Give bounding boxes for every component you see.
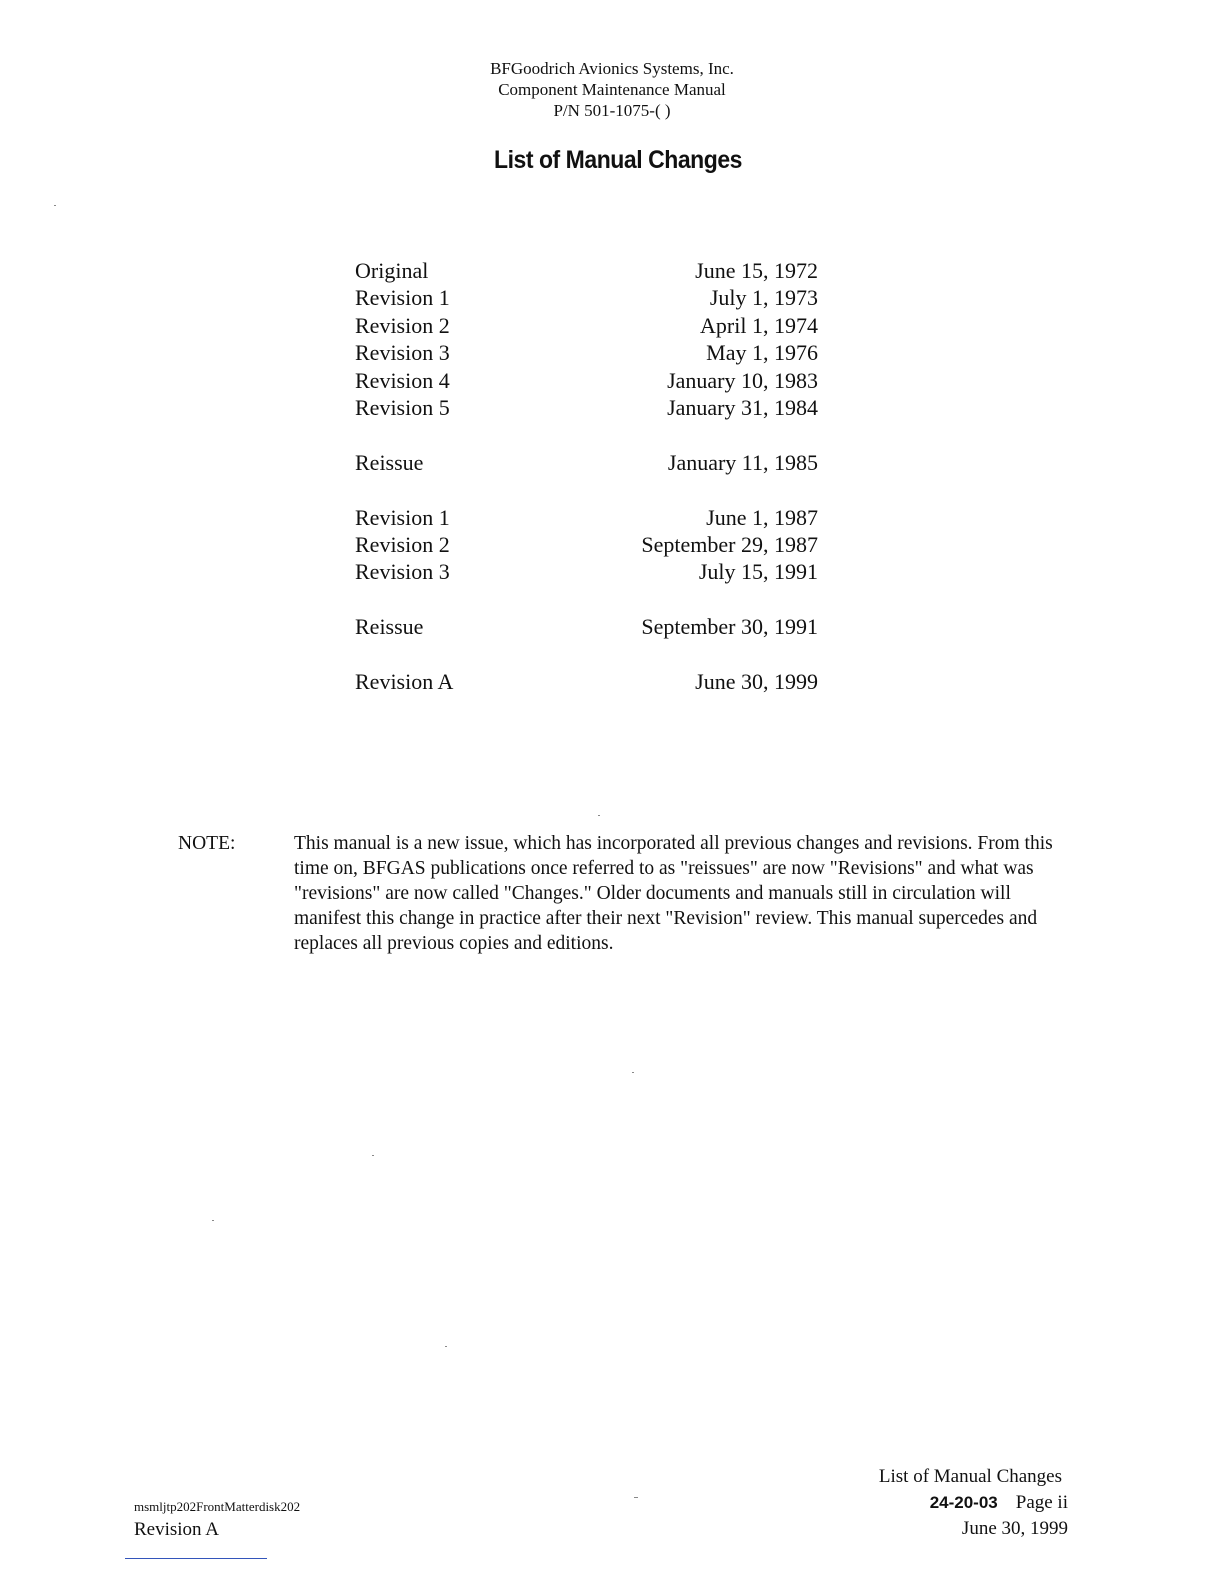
change-date: January 31, 1984 (667, 394, 818, 420)
footer-file-name: msmljtp202FrontMatterdisk202 (134, 1499, 301, 1514)
note-label: NOTE: (178, 833, 236, 854)
change-label: Revision 2 (355, 312, 450, 338)
change-date: July 15, 1991 (698, 559, 818, 585)
change-date: January 10, 1983 (667, 367, 818, 393)
change-date: June 15, 1972 (695, 258, 818, 283)
footer-left (134, 1498, 300, 1544)
scan-speck (212, 1220, 214, 1221)
change-label: Revision 3 (355, 340, 450, 366)
company-name: BFGoodrich Avionics Systems, Inc. (490, 59, 734, 78)
footer-revision: Revision A (134, 1519, 219, 1540)
change-label: Revision 5 (355, 394, 450, 420)
footer-document-number: 24-20-03 (929, 1493, 998, 1512)
footer-divider (125, 1558, 267, 1559)
change-row (355, 257, 818, 284)
change-row (355, 339, 818, 366)
scan-speck (445, 1346, 447, 1347)
change-label: Revision 4 (355, 367, 450, 393)
change-label: Reissue (355, 614, 424, 640)
footer-date: June 30, 1999 (961, 1518, 1068, 1539)
footer-right (879, 1464, 1068, 1542)
page-title: List of Manual Changes (493, 146, 743, 174)
footer-page-number: Page ii (1015, 1492, 1068, 1513)
manual-name: Component Maintenance Manual (498, 80, 726, 99)
footer-id-line (879, 1490, 1068, 1516)
change-label: Revision A (355, 668, 454, 694)
change-date: September 30, 1991 (641, 614, 818, 640)
changes-list (355, 257, 818, 695)
change-date: September 29, 1987 (641, 531, 818, 557)
change-row (355, 367, 818, 394)
part-number: P/N 501-1075-( ) (553, 101, 671, 120)
change-label: Reissue (355, 449, 424, 475)
change-label: Revision 2 (355, 531, 450, 557)
change-row (355, 504, 818, 531)
change-row (355, 284, 818, 311)
change-date: May 1, 1976 (706, 340, 818, 366)
change-label: Revision 3 (355, 559, 450, 585)
scan-speck (634, 1497, 638, 1498)
change-row (355, 668, 818, 695)
change-date: June 1, 1987 (706, 504, 818, 530)
change-row (355, 312, 818, 339)
change-label: Revision 1 (355, 504, 450, 530)
document-header (0, 58, 1224, 121)
change-label: Revision 1 (355, 285, 450, 311)
scan-speck (54, 205, 56, 206)
scan-speck (632, 1072, 634, 1073)
change-date: July 1, 1973 (709, 285, 818, 311)
change-date: June 30, 1999 (695, 668, 818, 694)
note-text: This manual is a new issue, which has incorporated all previous changes and revisions. From this time on, BFGAS publications once referred to as "reissues" are now "Revisions" and what was "revisions" are now called "Changes." Older documents and manuals still in circulation will manifest this change in practice after their next "Revision" review. This manual supercedes and replaces all previous copies and editions. (294, 833, 1053, 954)
change-row (355, 394, 818, 421)
scan-speck (372, 1155, 374, 1156)
change-date: April 1, 1974 (700, 312, 818, 338)
change-row (355, 449, 818, 476)
footer-section-title: List of Manual Changes (878, 1466, 1062, 1487)
change-row (355, 558, 818, 585)
change-label: Original (355, 258, 429, 283)
scan-speck (598, 815, 600, 816)
change-row (355, 613, 818, 640)
change-date: January 11, 1985 (667, 449, 818, 475)
change-row (355, 531, 818, 558)
